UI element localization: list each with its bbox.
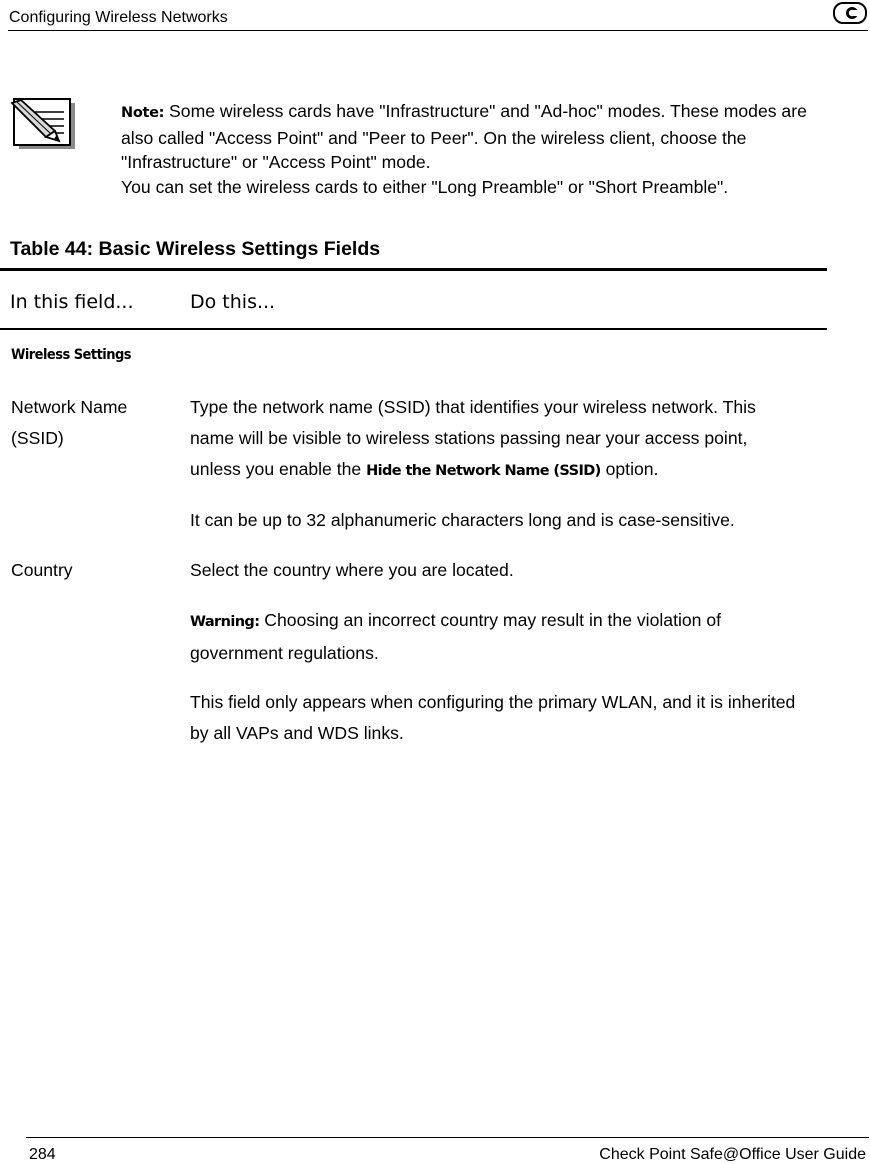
guide-title: Check Point Safe@Office User Guide (599, 1146, 866, 1163)
note-preamble-text: You can set the wireless cards to either "Long Preamble" or "Short Preamble". (121, 176, 729, 197)
note-text: Some wireless cards have "Infrastructure" and "Ad-hoc" modes. These modes are also called "Access Point" and "Peer to Peer". On the wireless client, choose the "Infrastructure" or "Access Point" mode. (121, 101, 807, 172)
description-network-name (190, 392, 800, 487)
description-text: Type the network name (SSID) that identifies your wireless network. This name will be visible to wireless stations passing near your access point, unless you enable the (190, 397, 756, 479)
column-header-action: Do this... (190, 291, 276, 313)
field-country: Country (11, 560, 73, 580)
header-divider (8, 30, 868, 31)
field-network-name (11, 392, 127, 454)
column-header-field: In this field... (10, 291, 134, 313)
field-label: Network Name (11, 397, 128, 417)
description-ssid-length: It can be up to 32 alphanumeric characters long and is case-sensitive. (190, 510, 735, 530)
header-title: Configuring Wireless Networks (9, 9, 228, 26)
field-label-suffix: (SSID) (11, 428, 64, 448)
warning-text: Choosing an incorrect country may result in the violation of government regulations. (190, 610, 722, 663)
note-pencil-icon (9, 97, 79, 153)
footer-divider (26, 1137, 869, 1138)
description-country-scope: This field only appears when configuring the primary WLAN, and it is inherited by all VAPs and WDS links. (190, 692, 796, 743)
check-point-logo-icon (833, 2, 867, 24)
note-block (121, 99, 831, 199)
note-paragraph (121, 99, 831, 175)
table-caption: Table 44: Basic Wireless Settings Fields (10, 238, 381, 260)
description-country: Select the country where you are located. (190, 560, 514, 580)
section-label-wireless-settings: Wireless Settings (11, 347, 131, 363)
page-number: 284 (29, 1146, 56, 1163)
table-header-rule (0, 328, 827, 330)
description-text-end: option. (600, 459, 659, 479)
option-name-hide-ssid: Hide the Network Name (SSID) (366, 463, 601, 479)
note-label: Note: (121, 105, 165, 121)
warning-label: Warning: (190, 614, 260, 630)
table-top-rule (0, 268, 827, 271)
warning-country (190, 605, 800, 669)
